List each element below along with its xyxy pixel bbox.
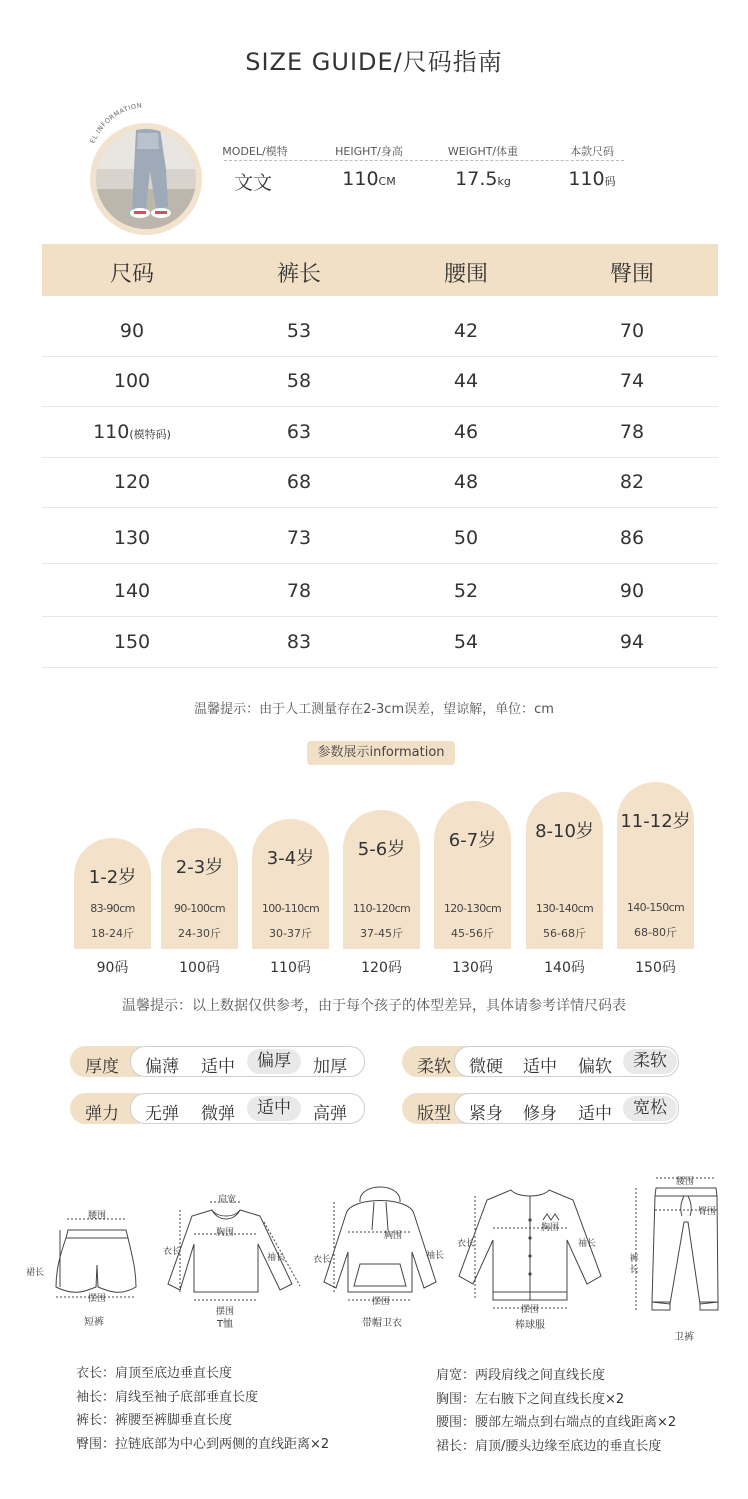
definition-item: 衣长：肩顶至底边垂直长度 bbox=[76, 1366, 233, 1381]
model-height: 110CM bbox=[342, 168, 396, 190]
definition-item: 肩宽：两段肩线之间直线长度 bbox=[436, 1368, 606, 1383]
cell-length: 58 bbox=[286, 370, 312, 392]
col-size: 尺码 bbox=[109, 262, 154, 287]
sketch-label: 袖长 bbox=[266, 1253, 285, 1263]
size-code: 90码 bbox=[96, 960, 129, 976]
sketch-label: 胸围 bbox=[383, 1231, 402, 1241]
definition-item: 臀围：拉链底部为中心到两侧的直线距离×2 bbox=[76, 1437, 330, 1452]
property-label: 柔软 bbox=[417, 1057, 451, 1077]
age-card bbox=[434, 801, 511, 949]
cell-waist: 44 bbox=[453, 370, 479, 392]
height-header: HEIGHT/身高 bbox=[335, 145, 403, 158]
weight-range: 30-37斤 bbox=[269, 927, 312, 940]
age-label: 2-3岁 bbox=[175, 857, 224, 878]
sketch-label: 袖长 bbox=[577, 1239, 596, 1249]
height-range: 130-140cm bbox=[535, 902, 594, 915]
option-selected: 柔软 bbox=[623, 1049, 677, 1074]
cell-hip: 94 bbox=[619, 631, 645, 653]
property-thickness bbox=[70, 1046, 365, 1077]
property-fit bbox=[402, 1093, 687, 1124]
height-range: 140-150cm bbox=[626, 901, 685, 914]
size-code: 130码 bbox=[452, 960, 493, 976]
table-row bbox=[42, 407, 718, 458]
age-label: 1-2岁 bbox=[88, 867, 137, 888]
sketch-name: T恤 bbox=[216, 1319, 234, 1330]
option: 加厚 bbox=[313, 1057, 347, 1077]
cell-size: 100 bbox=[113, 370, 151, 392]
pants-sketch bbox=[622, 1170, 732, 1343]
option-selected: 适中 bbox=[247, 1096, 301, 1121]
sketch-name: 棒球服 bbox=[515, 1320, 545, 1331]
cell-waist: 54 bbox=[453, 631, 479, 653]
cell-length: 73 bbox=[286, 527, 312, 549]
property-label: 厚度 bbox=[85, 1057, 119, 1077]
property-label: 版型 bbox=[417, 1104, 451, 1124]
cell-waist: 42 bbox=[453, 320, 479, 342]
height-range: 110-120cm bbox=[352, 902, 411, 915]
age-card bbox=[617, 782, 694, 949]
option: 偏软 bbox=[578, 1057, 612, 1077]
cell-waist: 52 bbox=[453, 580, 479, 602]
info-badge: 参数展示information bbox=[307, 741, 455, 765]
sketch-label: 袖长 bbox=[425, 1251, 444, 1261]
cell-hip: 78 bbox=[619, 421, 645, 443]
option: 无弹 bbox=[145, 1104, 179, 1124]
cell-length: 83 bbox=[286, 631, 312, 653]
height-range: 120-130cm bbox=[443, 902, 502, 915]
age-card bbox=[343, 810, 420, 949]
cell-waist: 50 bbox=[453, 527, 479, 549]
sketch-label: 衣长 bbox=[162, 1247, 181, 1257]
age-card bbox=[161, 828, 238, 949]
weight-range: 37-45斤 bbox=[360, 927, 403, 940]
cell-waist: 48 bbox=[453, 471, 479, 493]
property-elasticity bbox=[70, 1093, 365, 1124]
option: 适中 bbox=[201, 1057, 235, 1077]
height-range: 83-90cm bbox=[90, 902, 135, 915]
table-row bbox=[42, 566, 718, 617]
age-card bbox=[252, 819, 329, 949]
sketch-label: 臀围 bbox=[697, 1207, 716, 1217]
option: 偏薄 bbox=[145, 1057, 179, 1077]
property-softness bbox=[402, 1046, 687, 1077]
sketch-label: 摆围 bbox=[87, 1294, 106, 1304]
model-avatar bbox=[86, 103, 210, 227]
size-table-header bbox=[42, 244, 718, 296]
sketch-name: 卫裤 bbox=[674, 1332, 694, 1343]
col-length: 裤长 bbox=[276, 262, 321, 287]
sketch-label: 摆围 bbox=[520, 1305, 539, 1315]
weight-range: 24-30斤 bbox=[178, 927, 221, 940]
age-label: 6-7岁 bbox=[448, 830, 497, 851]
hoodie-sketch bbox=[310, 1172, 450, 1327]
col-waist: 腰围 bbox=[443, 262, 488, 287]
option: 适中 bbox=[578, 1104, 612, 1124]
definition-item: 裙长：肩顶/腰头边缘至底边的垂直长度 bbox=[436, 1439, 662, 1454]
sketch-label: 摆围 bbox=[371, 1297, 390, 1307]
option: 微弹 bbox=[201, 1104, 235, 1124]
table-row bbox=[42, 306, 718, 357]
option: 高弹 bbox=[313, 1104, 347, 1124]
size-code: 140码 bbox=[544, 960, 585, 976]
age-label: 3-4岁 bbox=[266, 848, 315, 869]
height-range: 90-100cm bbox=[174, 902, 225, 915]
option: 紧身 bbox=[469, 1104, 503, 1124]
tshirt-sketch bbox=[160, 1192, 305, 1330]
col-hip: 臀围 bbox=[609, 262, 654, 287]
option-selected: 偏厚 bbox=[247, 1049, 301, 1074]
size-code: 120码 bbox=[361, 960, 402, 976]
cell-length: 53 bbox=[286, 320, 312, 342]
cell-size: 90 bbox=[119, 320, 145, 342]
sketch-label: 胸围 bbox=[540, 1223, 559, 1233]
model-weight: 17.5kg bbox=[455, 168, 511, 190]
option: 修身 bbox=[523, 1104, 557, 1124]
sketch-label: 肩宽 bbox=[217, 1195, 236, 1205]
table-row bbox=[42, 513, 718, 564]
cell-length: 63 bbox=[286, 421, 312, 443]
age-card bbox=[526, 792, 603, 949]
sketch-label: 腰围 bbox=[87, 1211, 106, 1221]
cell-size: 120 bbox=[113, 471, 151, 493]
weight-range: 68-80斤 bbox=[634, 926, 677, 939]
definition-item: 腰围：腰部左端点到右端点的直线距离×2 bbox=[436, 1415, 677, 1430]
page-title: SIZE GUIDE/尺码指南 bbox=[245, 48, 503, 76]
age-label: 11-12岁 bbox=[620, 811, 691, 832]
sketch-label: 摆围 bbox=[215, 1307, 234, 1317]
property-label: 弹力 bbox=[85, 1104, 119, 1124]
cell-waist: 46 bbox=[453, 421, 479, 443]
sketch-label: 腰围 bbox=[675, 1177, 694, 1187]
table-row bbox=[42, 356, 718, 407]
model-information-text: EL INFORMATION bbox=[88, 103, 143, 143]
size-code: 150码 bbox=[635, 960, 676, 976]
cell-hip: 82 bbox=[619, 471, 645, 493]
age-label: 8-10岁 bbox=[535, 821, 594, 842]
model-divider bbox=[224, 160, 624, 161]
table-row bbox=[42, 617, 718, 668]
model-size: 110码 bbox=[568, 168, 616, 190]
cell-size: 150 bbox=[113, 631, 151, 653]
age-label: 5-6岁 bbox=[357, 839, 406, 860]
jacket-sketch bbox=[455, 1180, 605, 1330]
cell-hip: 74 bbox=[619, 370, 645, 392]
sketch-label: 裤长 bbox=[629, 1254, 639, 1275]
weight-range: 18-24斤 bbox=[91, 927, 134, 940]
cell-hip: 86 bbox=[619, 527, 645, 549]
table-row bbox=[42, 457, 718, 508]
shorts-sketch bbox=[22, 1205, 142, 1328]
cell-hip: 70 bbox=[619, 320, 645, 342]
height-range: 100-110cm bbox=[261, 902, 320, 915]
model-name: 文文 bbox=[233, 172, 272, 194]
option-selected: 宽松 bbox=[623, 1096, 677, 1121]
age-card bbox=[74, 838, 151, 949]
definition-item: 裤长：裤腰至裤脚垂直长度 bbox=[76, 1413, 233, 1428]
size-code: 110码 bbox=[270, 960, 311, 976]
definition-item: 胸围：左右腋下之间直线长度×2 bbox=[436, 1392, 625, 1407]
sketch-name: 带帽卫衣 bbox=[362, 1318, 402, 1329]
size-header: 本款尺码 bbox=[570, 145, 614, 158]
definition-item: 袖长：肩线至袖子底部垂直长度 bbox=[76, 1390, 259, 1405]
cell-hip: 90 bbox=[619, 580, 645, 602]
option: 微硬 bbox=[469, 1057, 503, 1077]
model-header: MODEL/模特 bbox=[222, 145, 288, 158]
measurement-note: 温馨提示：由于人工测量存在2-3cm误差，望谅解，单位：cm bbox=[194, 702, 554, 717]
sketch-label: 衣长 bbox=[457, 1239, 476, 1249]
sketch-label: 胸围 bbox=[215, 1228, 234, 1238]
reference-note: 温馨提示：以上数据仅供参考，由于每个孩子的体型差异，具体请参考详情尺码表 bbox=[122, 998, 626, 1014]
cell-length: 68 bbox=[286, 471, 312, 493]
cell-size: 110(模特码) bbox=[93, 421, 171, 443]
sketch-label: 裙长 bbox=[25, 1268, 44, 1278]
sketch-name: 短裤 bbox=[84, 1317, 104, 1328]
weight-header: WEIGHT/体重 bbox=[447, 145, 519, 158]
cell-size: 140 bbox=[113, 580, 151, 602]
weight-range: 56-68斤 bbox=[543, 927, 586, 940]
size-code: 100码 bbox=[179, 960, 220, 976]
model-photo bbox=[96, 129, 196, 229]
sketch-label: 衣长 bbox=[312, 1255, 331, 1265]
option: 适中 bbox=[523, 1057, 557, 1077]
weight-range: 45-56斤 bbox=[451, 927, 494, 940]
cell-length: 78 bbox=[286, 580, 312, 602]
cell-size: 130 bbox=[113, 527, 151, 549]
